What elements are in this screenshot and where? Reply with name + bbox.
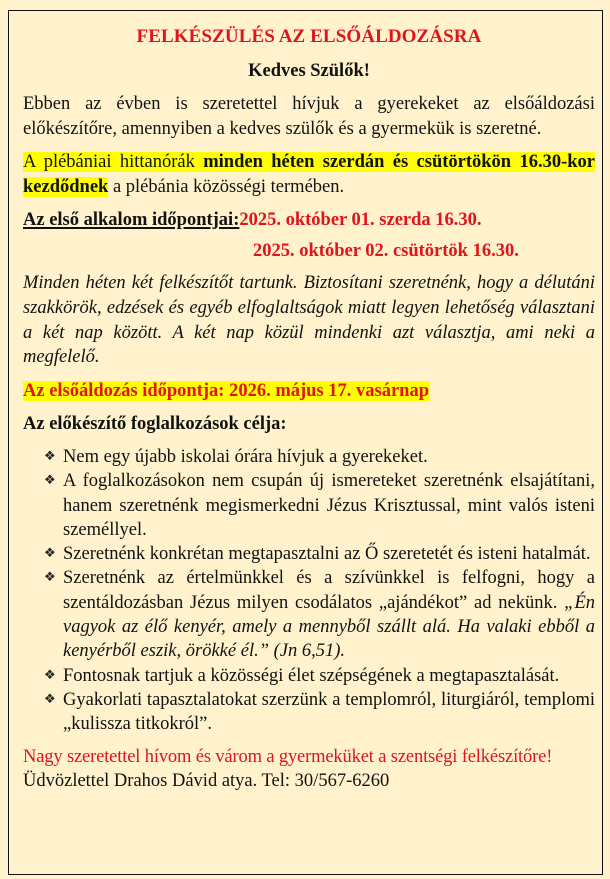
- goal-item: [23, 566, 595, 663]
- four-diamond-bullet-icon: ❖: [44, 448, 56, 464]
- goal-text: Szeretnénk konkrétan megtapasztalni az Ő szeretetét és isteni hatalmát.: [63, 544, 591, 565]
- goal-text: Fontosnak tartjuk a közösségi élet szépségének a megtapasztalását.: [63, 665, 560, 686]
- flyer-frame: [8, 10, 603, 875]
- goals-list: [23, 445, 595, 737]
- goal-text: Nem egy újabb iskolai órára hívjuk a gyerekeket.: [63, 446, 428, 467]
- goal-item: [23, 542, 595, 566]
- first-occasion-date-2: 2025. október 02. csütörtök 16.30.: [253, 241, 519, 262]
- first-occasion-label: Az első alkalom időpontjai:: [23, 210, 240, 231]
- four-diamond-bullet-icon: ❖: [44, 570, 56, 586]
- goal-item: [23, 664, 595, 688]
- goal-item: [23, 688, 595, 737]
- note-paragraph: Minden héten két felkészítőt tartunk. Biztosítani szeretnénk, hogy a délutáni szakkörök, edzések és egyéb elfoglaltságok miatt legyen lehetőség választani a két nap között. A két nap közül mindenki azt választja, ami neki a megfelelő.: [23, 273, 595, 368]
- intro-paragraph: Ebben az évben is szeretettel hívjuk a gyerekeket az elsőáldozási előkészítőre, amennyiben a kedves szülők és a gyermekük is szeretné.: [23, 94, 595, 139]
- goal-text: Szeretnénk az értelmünkkel és a szívünkkel is felfogni, hogy a szentáldozásban Jézus milyen csodálatos „ajándékot” ad nekünk.: [63, 568, 595, 613]
- signature: Üdvözlettel Drahos Dávid atya. Tel: 30/567-6260: [23, 771, 390, 792]
- schedule-times: minden héten szerdán és csütörtökön 16.30-kor kezdődnek: [23, 152, 595, 197]
- goal-text: Gyakorlati tapasztalatokat szerzünk a templomról, liturgiáról, templomi „kulissza titkokról”.: [63, 689, 595, 735]
- schedule-prefix: A plébániai hittanórák: [23, 152, 204, 173]
- goal-text: A foglalkozásokon nem csupán új ismereteket szeretnénk elsajátítani, hanem szeretnénk megismerkedni Jézus Krisztussal, mint valós isteni személlyel.: [63, 471, 595, 540]
- flyer-content: [23, 25, 595, 794]
- communion-date: Az elsőáldozás időpontja: 2026. május 17. vasárnap: [23, 380, 429, 401]
- four-diamond-bullet-icon: ❖: [44, 546, 56, 562]
- schedule-suffix: a plébánia közösségi termében.: [108, 176, 345, 197]
- goal-item: [23, 445, 595, 469]
- first-occasion-date-1: 2025. október 01. szerda 16.30.: [239, 210, 482, 231]
- goals-heading: Az előkészítő foglalkozások célja:: [23, 414, 287, 435]
- bible-quote: „Én vagyok az élő kenyér, amely a mennyből szállt alá. Ha valaki ebből a kenyérből eszik, örökké él.” (Jn 6,51).: [63, 592, 595, 662]
- greeting: Kedves Szülők!: [248, 61, 370, 81]
- first-occasion-line: [23, 208, 595, 232]
- schedule-paragraph: [23, 150, 595, 199]
- four-diamond-bullet-icon: ❖: [44, 667, 56, 683]
- four-diamond-bullet-icon: ❖: [44, 473, 56, 489]
- communion-date-line: [23, 379, 595, 404]
- closing-invitation: Nagy szeretettel hívom és várom a gyermeküket a szentségi felkészítőre!: [23, 746, 553, 767]
- flyer-title: FELKÉSZÜLÉS AZ ELSŐÁLDOZÁSRA: [136, 26, 482, 47]
- goal-item: [23, 469, 595, 542]
- four-diamond-bullet-icon: ❖: [44, 691, 56, 707]
